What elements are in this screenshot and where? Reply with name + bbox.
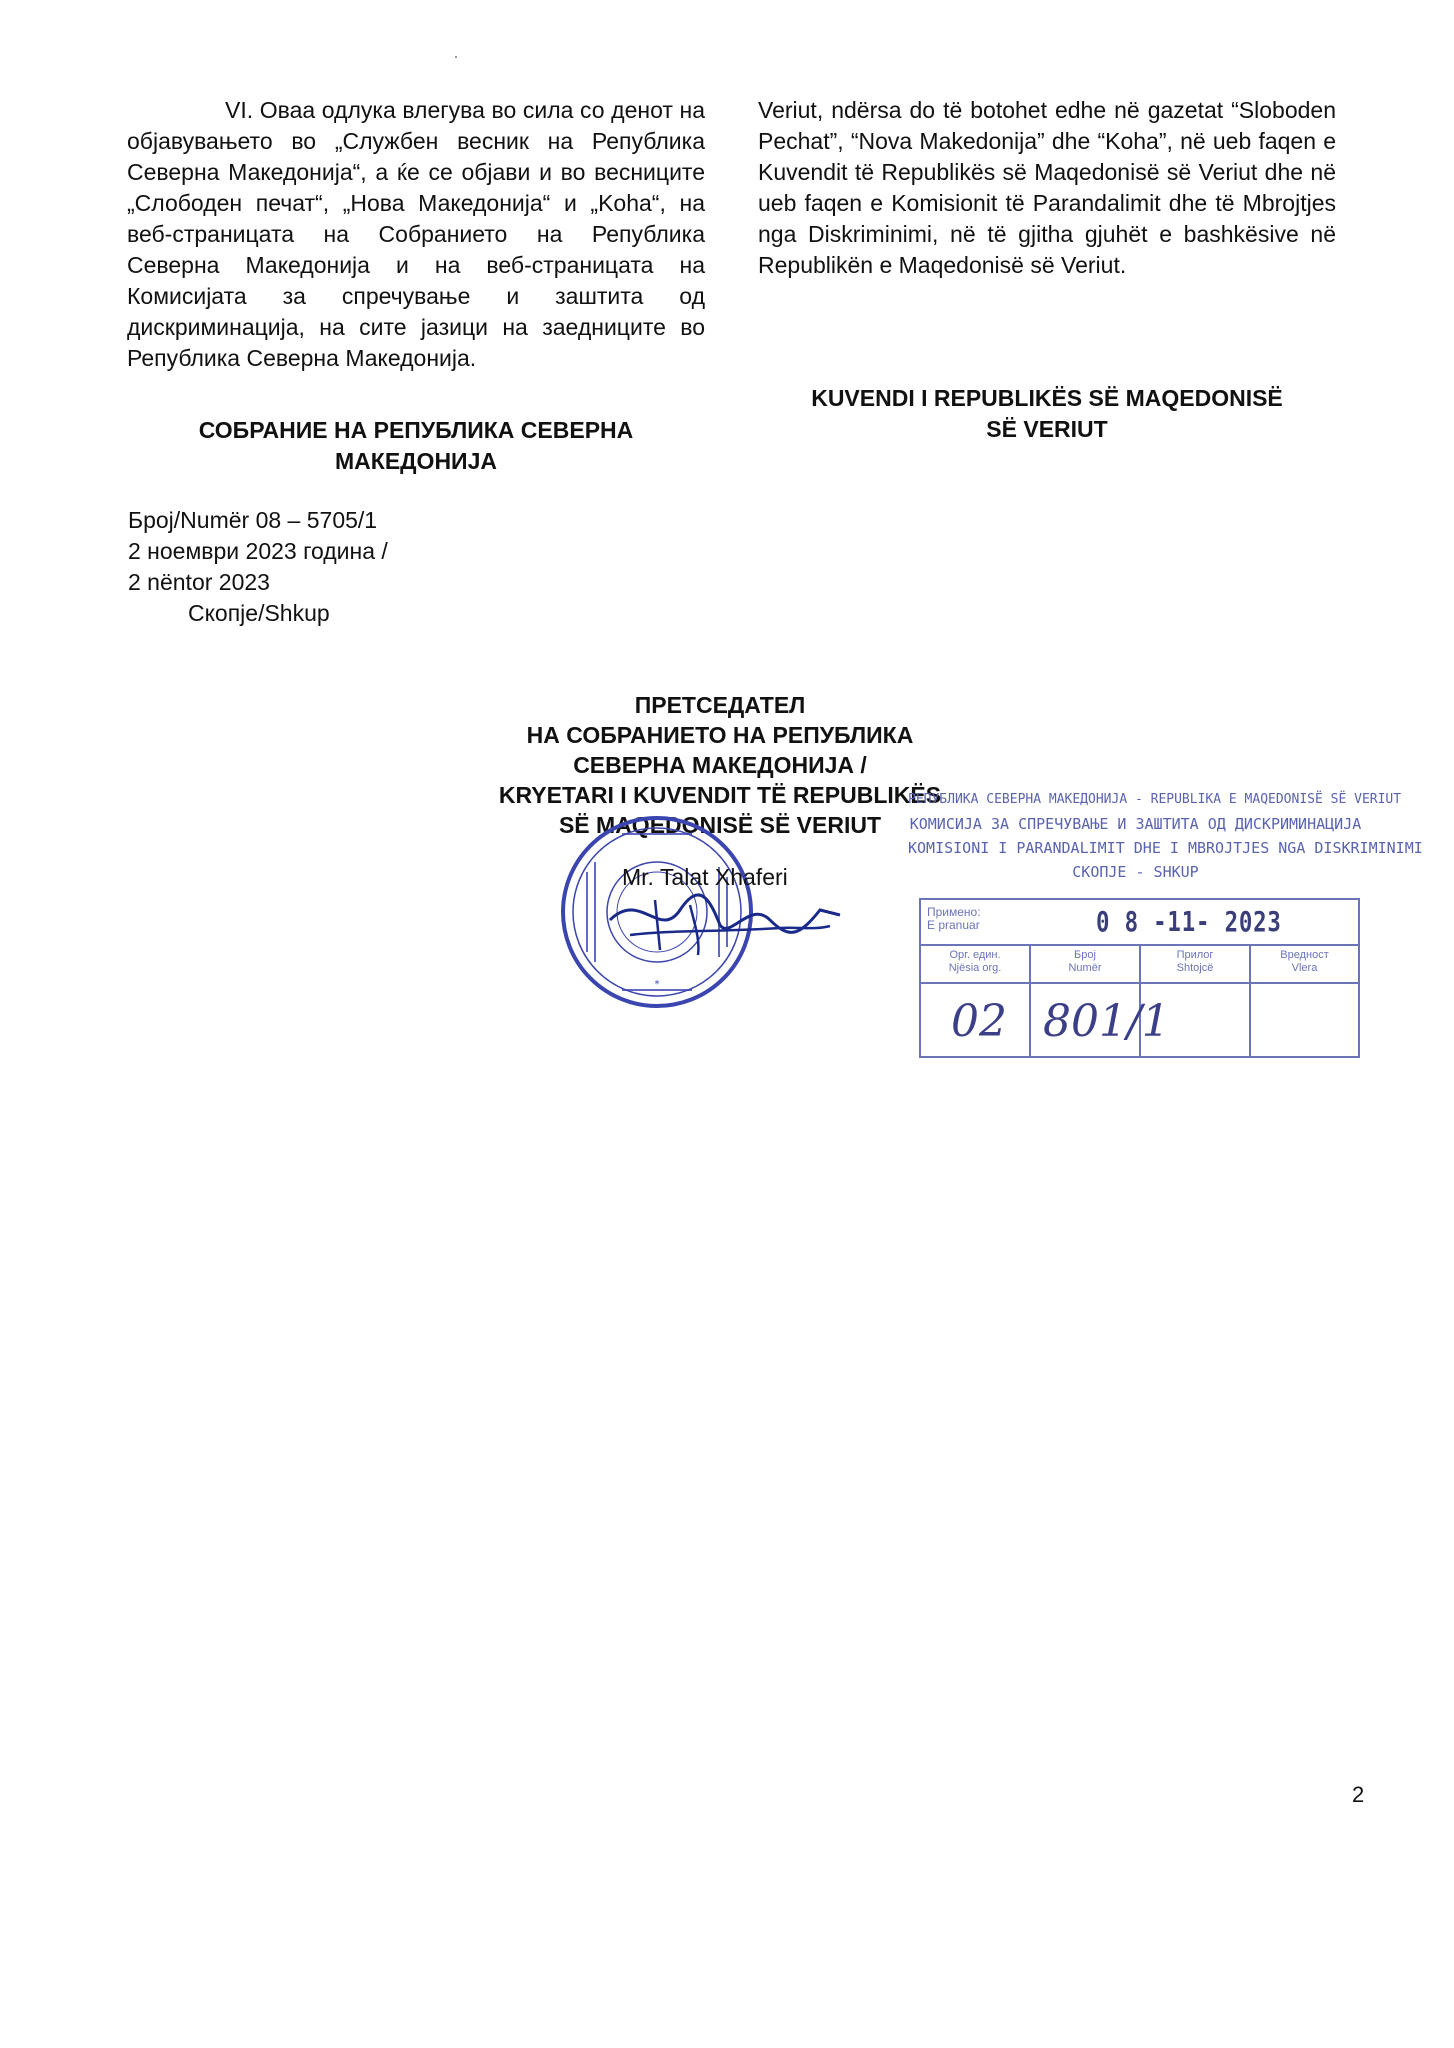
registry-stamp-header [908, 788, 1423, 884]
document-date-mk: 2 ноември 2023 година / [128, 538, 388, 564]
right-heading [758, 383, 1336, 445]
scan-speck [455, 56, 457, 58]
left-heading [127, 415, 705, 477]
header-value [1251, 946, 1358, 982]
received-label-sq: E pranuar [927, 918, 980, 932]
left-heading-line2: МАКЕДОНИЈА [335, 448, 497, 474]
column-header-row [921, 946, 1358, 984]
president-line3: СЕВЕРНА МАКЕДОНИЈА / [573, 752, 867, 778]
page-number: 2 [1352, 1782, 1365, 1807]
header-attachment [1141, 946, 1251, 982]
org-unit-value: 02 [951, 996, 1007, 1047]
left-column [127, 95, 705, 374]
left-heading-line1: СОБРАНИЕ НА РЕПУБЛИКА СЕВЕРНА [198, 417, 634, 443]
reg-number-value: 801/1 [1043, 996, 1170, 1047]
header-org-unit-mk: Орг. един. [949, 949, 1001, 961]
stamp-line4: СКОПЈЕ - SHKUP [1072, 863, 1199, 881]
stamp-line3: KOMISIONI I PARANDALIMIT DHE I MBROJTJES NGA DISKRIMINIMI [908, 839, 1423, 857]
president-line5: SË MAQEDONISË SË VERIUT [558, 812, 882, 838]
svg-text:*: * [654, 979, 660, 990]
header-attachment-sq: Shtojcë [1176, 962, 1214, 974]
right-paragraph: Veriut, ndërsa do të botohet edhe në gazetat “Sloboden Pechat”, “Nova Makedonija” dhe “Koha”, në ueb faqen e Kuvendit të Republikës së Maqedonisë së Veriut dhe në ueb faqen e Komisionit të Parandalimit dhe të Mbrojtjes nga Diskriminimi, në të gjitha gjuhët e bashkësive në Republikën e Maqedonisë së Veriut. [758, 97, 1336, 278]
president-line4: KRYETARI I KUVENDIT TË REPUBLIKËS [498, 782, 942, 808]
handwritten-signature [600, 880, 850, 970]
header-attachment-mk: Прилог [1176, 949, 1214, 961]
right-heading-line2: SË VERIUT [986, 416, 1108, 442]
document-meta [128, 505, 388, 629]
received-row [921, 900, 1358, 946]
signer-name: Mr. Talat Xhaferi [622, 864, 788, 890]
document-number: Број/Numër 08 – 5705/1 [128, 507, 378, 533]
registry-stamp-table [919, 898, 1360, 1058]
document-place: Скопје/Shkup [188, 600, 330, 626]
received-label-mk: Примено: [927, 905, 981, 919]
president-line2: НА СОБРАНИЕТО НА РЕПУБЛИКА [526, 722, 914, 748]
stamp-line2: КОМИСИЈА ЗА СПРЕЧУВАЊЕ И ЗАШТИТА ОД ДИСКРИМИНАЦИЈА [909, 815, 1362, 833]
president-line1: ПРЕТСЕДАТЕЛ [634, 692, 806, 718]
table-divider-3 [1249, 982, 1251, 1056]
header-value-sq: Vlera [1291, 962, 1318, 974]
stamp-line1: РЕПУБЛИКА СЕВЕРНА МАКЕДОНИЈА - REPUBLIKA E MAQEDONISË SË VERIUT [908, 792, 1402, 807]
received-label [927, 906, 981, 932]
header-number [1031, 946, 1141, 982]
document-date-sq: 2 nëntor 2023 [128, 569, 270, 595]
left-paragraph: VI. Оваа одлука влегува во сила со денот на објавувањето во „Службен весник на Република Северна Македонија“, а ќе се објави и во весниците „Слободен печат“, „Нова Македонија“ и „Koha“, на веб-страницата на Собранието на Република Северна Македонија и на веб-страницата на Комисијата за спречување и заштита од дискриминација, на сите јазици на заедниците во Република Северна Македонија. [127, 97, 705, 371]
received-date: 0 8 -11- 2023 [1096, 905, 1282, 938]
header-org-unit [921, 946, 1031, 982]
header-value-mk: Вредност [1280, 949, 1329, 961]
right-heading-line1: KUVENDI I REPUBLIKËS SË MAQEDONISË [811, 385, 1283, 411]
header-org-unit-sq: Njësia org. [948, 962, 1002, 974]
header-number-sq: Numër [1068, 962, 1102, 974]
table-divider-1 [1029, 982, 1031, 1056]
header-number-mk: Број [1074, 949, 1096, 961]
right-column [758, 95, 1336, 281]
